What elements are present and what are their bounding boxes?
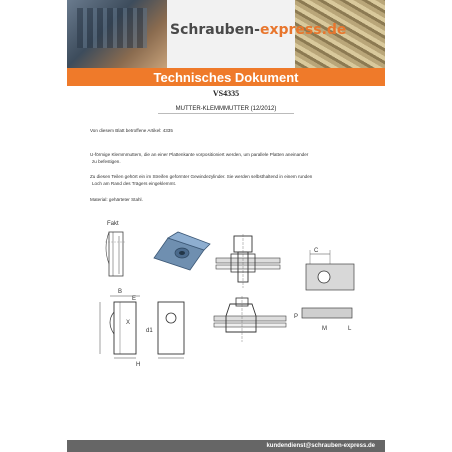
footer-bar — [67, 440, 385, 452]
brand-logo[interactable] — [170, 22, 346, 38]
label-L: L — [348, 326, 352, 332]
label-H: H — [136, 362, 141, 368]
tools-photo — [67, 0, 167, 68]
label-P: P — [294, 314, 299, 320]
description-line-2b: Loch am Rand des Trägers eingeklemmt. — [92, 181, 177, 186]
contact-email-link[interactable]: kundendienst@schrauben-express.de — [266, 443, 375, 449]
small-label: Fakt — [107, 221, 119, 227]
clip-3d-render — [150, 228, 215, 273]
document-title: MUTTER-KLEMMMUTTER (12/2012) — [175, 106, 277, 112]
clip-side-view-drawing — [95, 218, 155, 283]
title-underline — [158, 113, 294, 114]
description-line-2a: Zu diesen Teilen gehört ein im Streifen geformter Gewindezylinder. Sie werden selbsthaltend in einem runden — [90, 174, 313, 179]
title-bar — [67, 68, 385, 86]
description-line-1a: U-förmige Klemmmuttern, die an einer Plattenkante vorpositioniert werden, um parallele Platten aneinander — [90, 152, 309, 157]
label-d1: d1 — [146, 328, 153, 334]
header-banner — [67, 0, 385, 68]
label-X: X — [126, 320, 131, 326]
affected-article-text: Von diesem Blatt betroffene Artikel: 4335 — [90, 128, 173, 133]
label-C: C — [314, 248, 319, 254]
hole-detail-drawing — [292, 240, 362, 332]
document-number: VS4335 — [212, 89, 240, 98]
assembly-top-drawing — [212, 232, 282, 292]
logo-main-text: Schrauben- — [170, 22, 260, 38]
description-line-1b: zu befestigen. — [92, 159, 121, 164]
label-E: E — [132, 296, 137, 302]
banner-title: Technisches Dokument — [153, 69, 299, 85]
material-text: Material: gehärteter Stahl. — [90, 197, 143, 202]
logo-accent-text: express.de — [259, 22, 347, 38]
clip-front-view-drawing — [90, 286, 190, 368]
label-M: M — [322, 326, 327, 332]
label-B: B — [118, 289, 123, 295]
assembly-side-drawing — [212, 296, 288, 346]
